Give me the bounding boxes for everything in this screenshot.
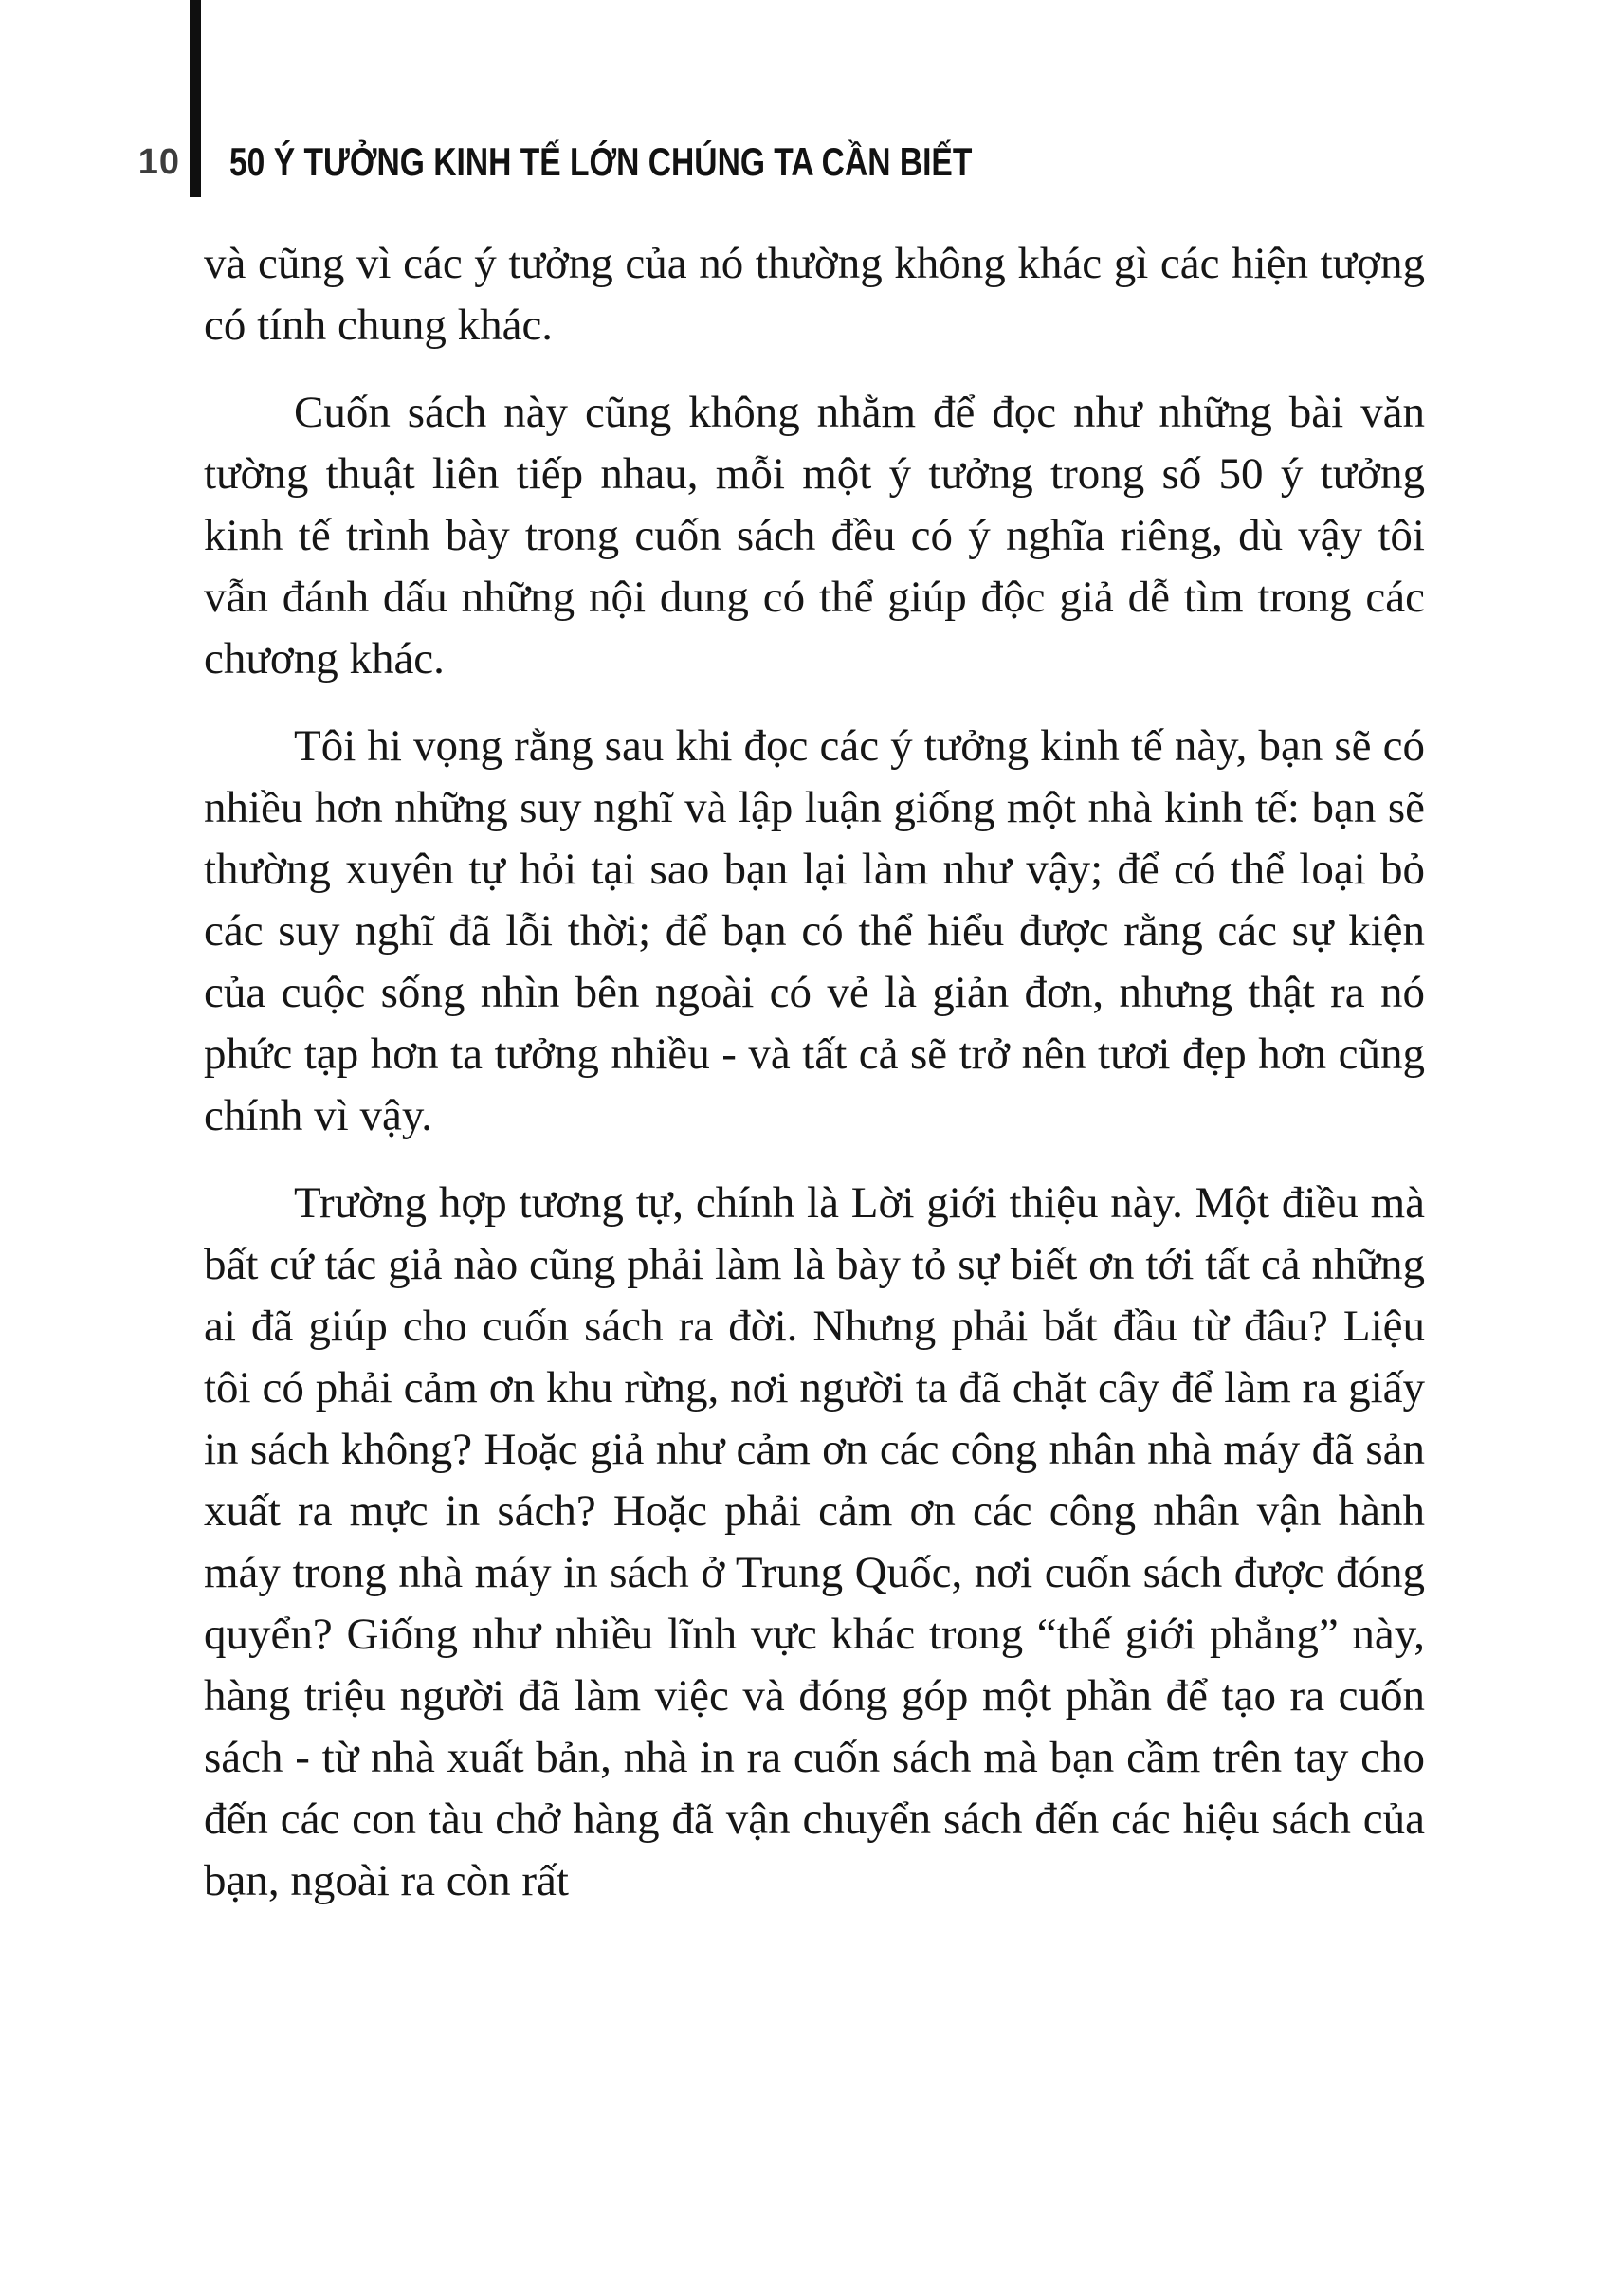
running-head xyxy=(0,0,1624,218)
running-title: 50 Ý TƯỞNG KINH TẾ LỚN CHÚNG TA CẦN BIẾT xyxy=(229,139,973,184)
paragraph-continuation: và cũng vì các ý tưởng của nó thường không khác gì các hiện tượng có tính chung khác. xyxy=(204,239,1425,350)
paragraph: Tôi hi vọng rằng sau khi đọc các ý tưởng kinh tế này, bạn sẽ có nhiều hơn những suy nghĩ và lập luận giống một nhà kinh tế: bạn sẽ thường xuyên tự hỏi tại sao bạn lại làm như vậy; để có thể loại bỏ các suy nghĩ đã lỗi thời; để bạn có thể hiểu được rằng các sự kiện của cuộc sống nhìn bên ngoài có vẻ là giản đơn, nhưng thật ra nó phức tạp hơn ta tưởng nhiều - và tất cả sẽ trở nên tươi đẹp hơn cũng chính vì vậy. xyxy=(204,721,1425,1140)
body-text xyxy=(204,233,1425,1912)
paragraph: Cuốn sách này cũng không nhằm để đọc như những bài văn tường thuật liên tiếp nhau, mỗi một ý tưởng trong số 50 ý tưởng kinh tế trình bày trong cuốn sách đều có ý nghĩa riêng, dù vậy tôi vẫn đánh dấu những nội dung có thể giúp độc giả dễ tìm trong các chương khác. xyxy=(204,388,1425,683)
header-divider-bar xyxy=(190,0,201,197)
paragraph: Trường hợp tương tự, chính là Lời giới thiệu này. Một điều mà bất cứ tác giả nào cũng phải làm là bày tỏ sự biết ơn tới tất cả những ai đã giúp cho cuốn sách ra đời. Nhưng phải bắt đầu từ đâu? Liệu tôi có phải cảm ơn khu rừng, nơi người ta đã chặt cây để làm ra giấy in sách không? Hoặc giả như cảm ơn các công nhân nhà máy đã sản xuất ra mực in sách? Hoặc phải cảm ơn các công nhân vận hành máy trong nhà máy in sách ở Trung Quốc, nơi cuốn sách được đóng quyển? Giống như nhiều lĩnh vực khác trong “thế giới phẳng” này, hàng triệu người đã làm việc và đóng góp một phần để tạo ra cuốn sách - từ nhà xuất bản, nhà in ra cuốn sách mà bạn cầm trên tay cho đến các con tàu chở hàng đã vận chuyển sách đến các hiệu sách của bạn, ngoài ra còn rất xyxy=(204,1178,1425,1905)
page-number: 10 xyxy=(137,142,180,182)
